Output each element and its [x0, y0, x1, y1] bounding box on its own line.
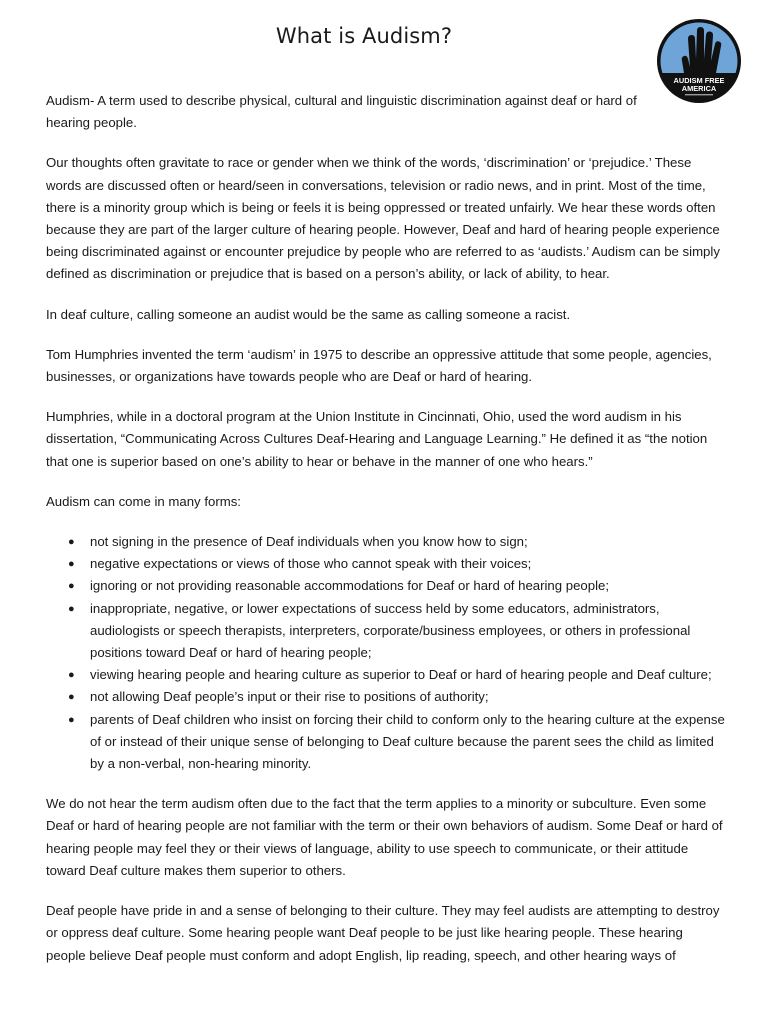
list-item — [68, 709, 726, 776]
body-paragraph: We do not hear the term audism often due to the fact that the term applies to a minority or subculture. Even some Deaf or hard of hearing people are not familiar with the term or their own behaviors of audism. Some Deaf or hard of hearing people may feel they or their views of language, ability to use speech to communicate, or their attitude toward Deaf culture makes them superior to others. — [46, 796, 723, 878]
body-paragraph: Deaf people have pride in and a sense of belonging to their culture. They may feel audists are attempting to destroy or oppress deaf culture. Some hearing people want Deaf people to be just like hearing people. These hearing people believe Deaf people must conform and adopt English, lip reading, speech, and other hearing ways of — [46, 903, 720, 963]
document-body — [46, 90, 726, 985]
page-title: What is Audism? — [275, 24, 453, 48]
audism-forms-list — [46, 531, 726, 775]
list-item-text: inappropriate, negative, or lower expectations of success held by some educators, administrators, audiologists or speech therapists, interpreters, corporate/business employees, or others in professional positions toward Deaf or hard of hearing people; — [90, 600, 691, 661]
logo-text-line1: AUDISM FREE — [673, 76, 725, 85]
list-item — [68, 575, 726, 597]
list-item-text: negative expectations or views of those who cannot speak with their voices; — [90, 556, 532, 572]
bullet-icon: ● — [68, 536, 75, 549]
logo-text-line2: AMERICA — [681, 84, 717, 93]
list-item — [68, 531, 726, 553]
list-intro-paragraph: Audism can come in many forms: — [46, 493, 241, 509]
list-item-text: viewing hearing people and hearing culture as superior to Deaf or hard of hearing people and Deaf culture; — [90, 667, 712, 683]
list-item — [68, 598, 726, 665]
bullet-icon: ● — [68, 558, 75, 571]
definition-paragraph: Audism- A term used to describe physical, cultural and linguistic discrimination against deaf or hard of hearing people. — [46, 93, 637, 131]
body-paragraph: Tom Humphries invented the term ‘audism’ in 1975 to describe an oppressive attitude that some people, agencies, businesses, or organizations have towards people who are Deaf or hard of hearing. — [46, 346, 712, 385]
body-paragraph: In deaf culture, calling someone an audist would be the same as calling someone a racist. — [46, 306, 571, 322]
bullet-icon: ● — [68, 669, 75, 682]
bullet-icon: ● — [68, 602, 75, 615]
list-item — [68, 553, 726, 575]
list-item-text: ignoring or not providing reasonable accommodations for Deaf or hard of hearing people; — [90, 578, 610, 594]
body-paragraph: Our thoughts often gravitate to race or gender when we think of the words, ‘discrimination’ or ‘prejudice.’ These words are discussed often or heard/seen in conversations, television or radio news, and in print. Most of the time, there is a minority group which is being or feels it is being oppressed or treated unfairly. We hear these words often because they are part of the larger culture of hearing people. However, Deaf and hard of hearing people experience being discriminated against or encounter prejudice by people who are referred to as ‘audists.’ Audism can be simply defined as discrimination or prejudice that is based on a person’s ability, or lack of ability, to hear. — [46, 155, 720, 282]
bullet-icon: ● — [68, 713, 75, 726]
list-item-text: not allowing Deaf people’s input or their rise to positions of authority; — [90, 689, 489, 705]
list-item — [68, 664, 726, 686]
list-item — [68, 686, 726, 708]
bullet-icon: ● — [68, 580, 75, 593]
bullet-icon: ● — [68, 691, 75, 704]
body-paragraph: Humphries, while in a doctoral program at the Union Institute in Cincinnati, Ohio, used the word audism in his dissertation, “Communicating Across Cultures Deaf-Hearing and Language Learning.” He defined it as “the notion that one is superior based on one’s ability to hear or behave in the manner of one who hears.” — [46, 409, 708, 469]
list-item-text: parents of Deaf children who insist on forcing their child to conform only to the hearing culture at the expense of or instead of their unique sense of belonging to Deaf culture because the parent sees the child as limited by a non-verbal, non-hearing minority. — [90, 711, 725, 772]
list-item-text: not signing in the presence of Deaf individuals when you know how to sign; — [90, 534, 528, 550]
